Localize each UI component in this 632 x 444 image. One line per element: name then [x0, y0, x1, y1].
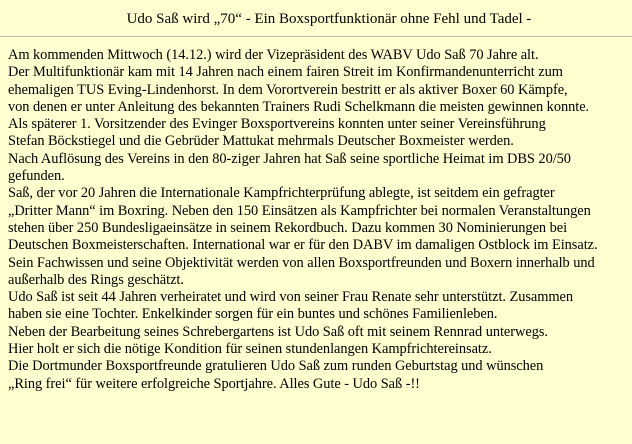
article-line: Deutschen Boxmeisterschaften. International war er für den DABV im damaligen Ostblock im Einsatz.: [8, 237, 598, 254]
article-line: Sein Fachwissen und seine Objektivität werden von allen Boxsportfreunden und Boxern innerhalb und: [8, 254, 595, 271]
article-line: ehemaligen TUS Eving-Lindenhorst. In dem Vorortverein bestritt er als aktiver Boxer 60 Kämpfe,: [8, 81, 568, 98]
article-line: Die Dortmunder Boxsportfreunde gratulieren Udo Saß zum runden Geburtstag und wünschen: [8, 358, 544, 375]
headline: Udo Saß wird „70“ - Ein Boxsportfunktionär ohne Fehl und Tadel -: [126, 11, 532, 27]
article-line: Am kommenden Mittwoch (14.12.) wird der Vizepräsident des WABV Udo Saß 70 Jahre alt.: [8, 47, 539, 63]
article-line: von denen er unter Anleitung des bekannten Trainers Rudi Schelkmann die meisten gewinnen konnte.: [8, 98, 590, 115]
article-line: Saß, der vor 20 Jahren die Internationale Kampfrichterprüfung ablegte, ist seitdem ein gefragter: [8, 185, 555, 202]
article-line: stehen über 250 Bundesligaeinsätze in seinem Rekordbuch. Dazu kommen 30 Nominierungen bei: [8, 219, 568, 236]
article-line: haben sie eine Tochter. Enkelkinder sorgen für ein buntes und schönes Familienleben.: [8, 306, 498, 323]
article-body: [8, 47, 628, 393]
article-line: „Dritter Mann“ im Boxring. Neben den 150 Einsätzen als Kampfrichter bei normalen Veranstaltungen: [8, 202, 591, 219]
article-line: Der Multifunktionär kam mit 14 Jahren nach einem fairen Streit im Konfirmandenunterricht zum: [8, 64, 563, 81]
article-line: Hier holt er sich die nötige Kondition für seinen stundenlangen Kampfrichtereinsatz.: [8, 341, 492, 358]
article-line: außerhalb des Rings geschätzt.: [8, 271, 184, 288]
article-line: Nach Auflösung des Vereins in den 80-ziger Jahren hat Saß seine sportliche Heimat im DBS 20/50: [8, 150, 571, 167]
article-line: Als späterer 1. Vorsitzender des Evinger Boxsportvereins konnten unter seiner Vereinsführung: [8, 116, 546, 133]
headline-divider: [0, 36, 632, 37]
article-line: Udo Saß ist seit 44 Jahren verheiratet und wird von seiner Frau Renate sehr unterstützt. Zusammen: [8, 289, 574, 306]
article-line: Neben der Bearbeitung seines Schrebergartens ist Udo Saß oft mit seinem Rennrad unterwegs.: [8, 323, 548, 340]
article-line: gefunden.: [8, 168, 65, 185]
article-line: „Ring frei“ für weitere erfolgreiche Sportjahre. Alles Gute - Udo Saß -!!: [8, 375, 420, 392]
article-line: Stefan Böckstiegel und die Gebrüder Mattukat mehrmals Deutscher Boxmeister werden.: [8, 133, 514, 150]
